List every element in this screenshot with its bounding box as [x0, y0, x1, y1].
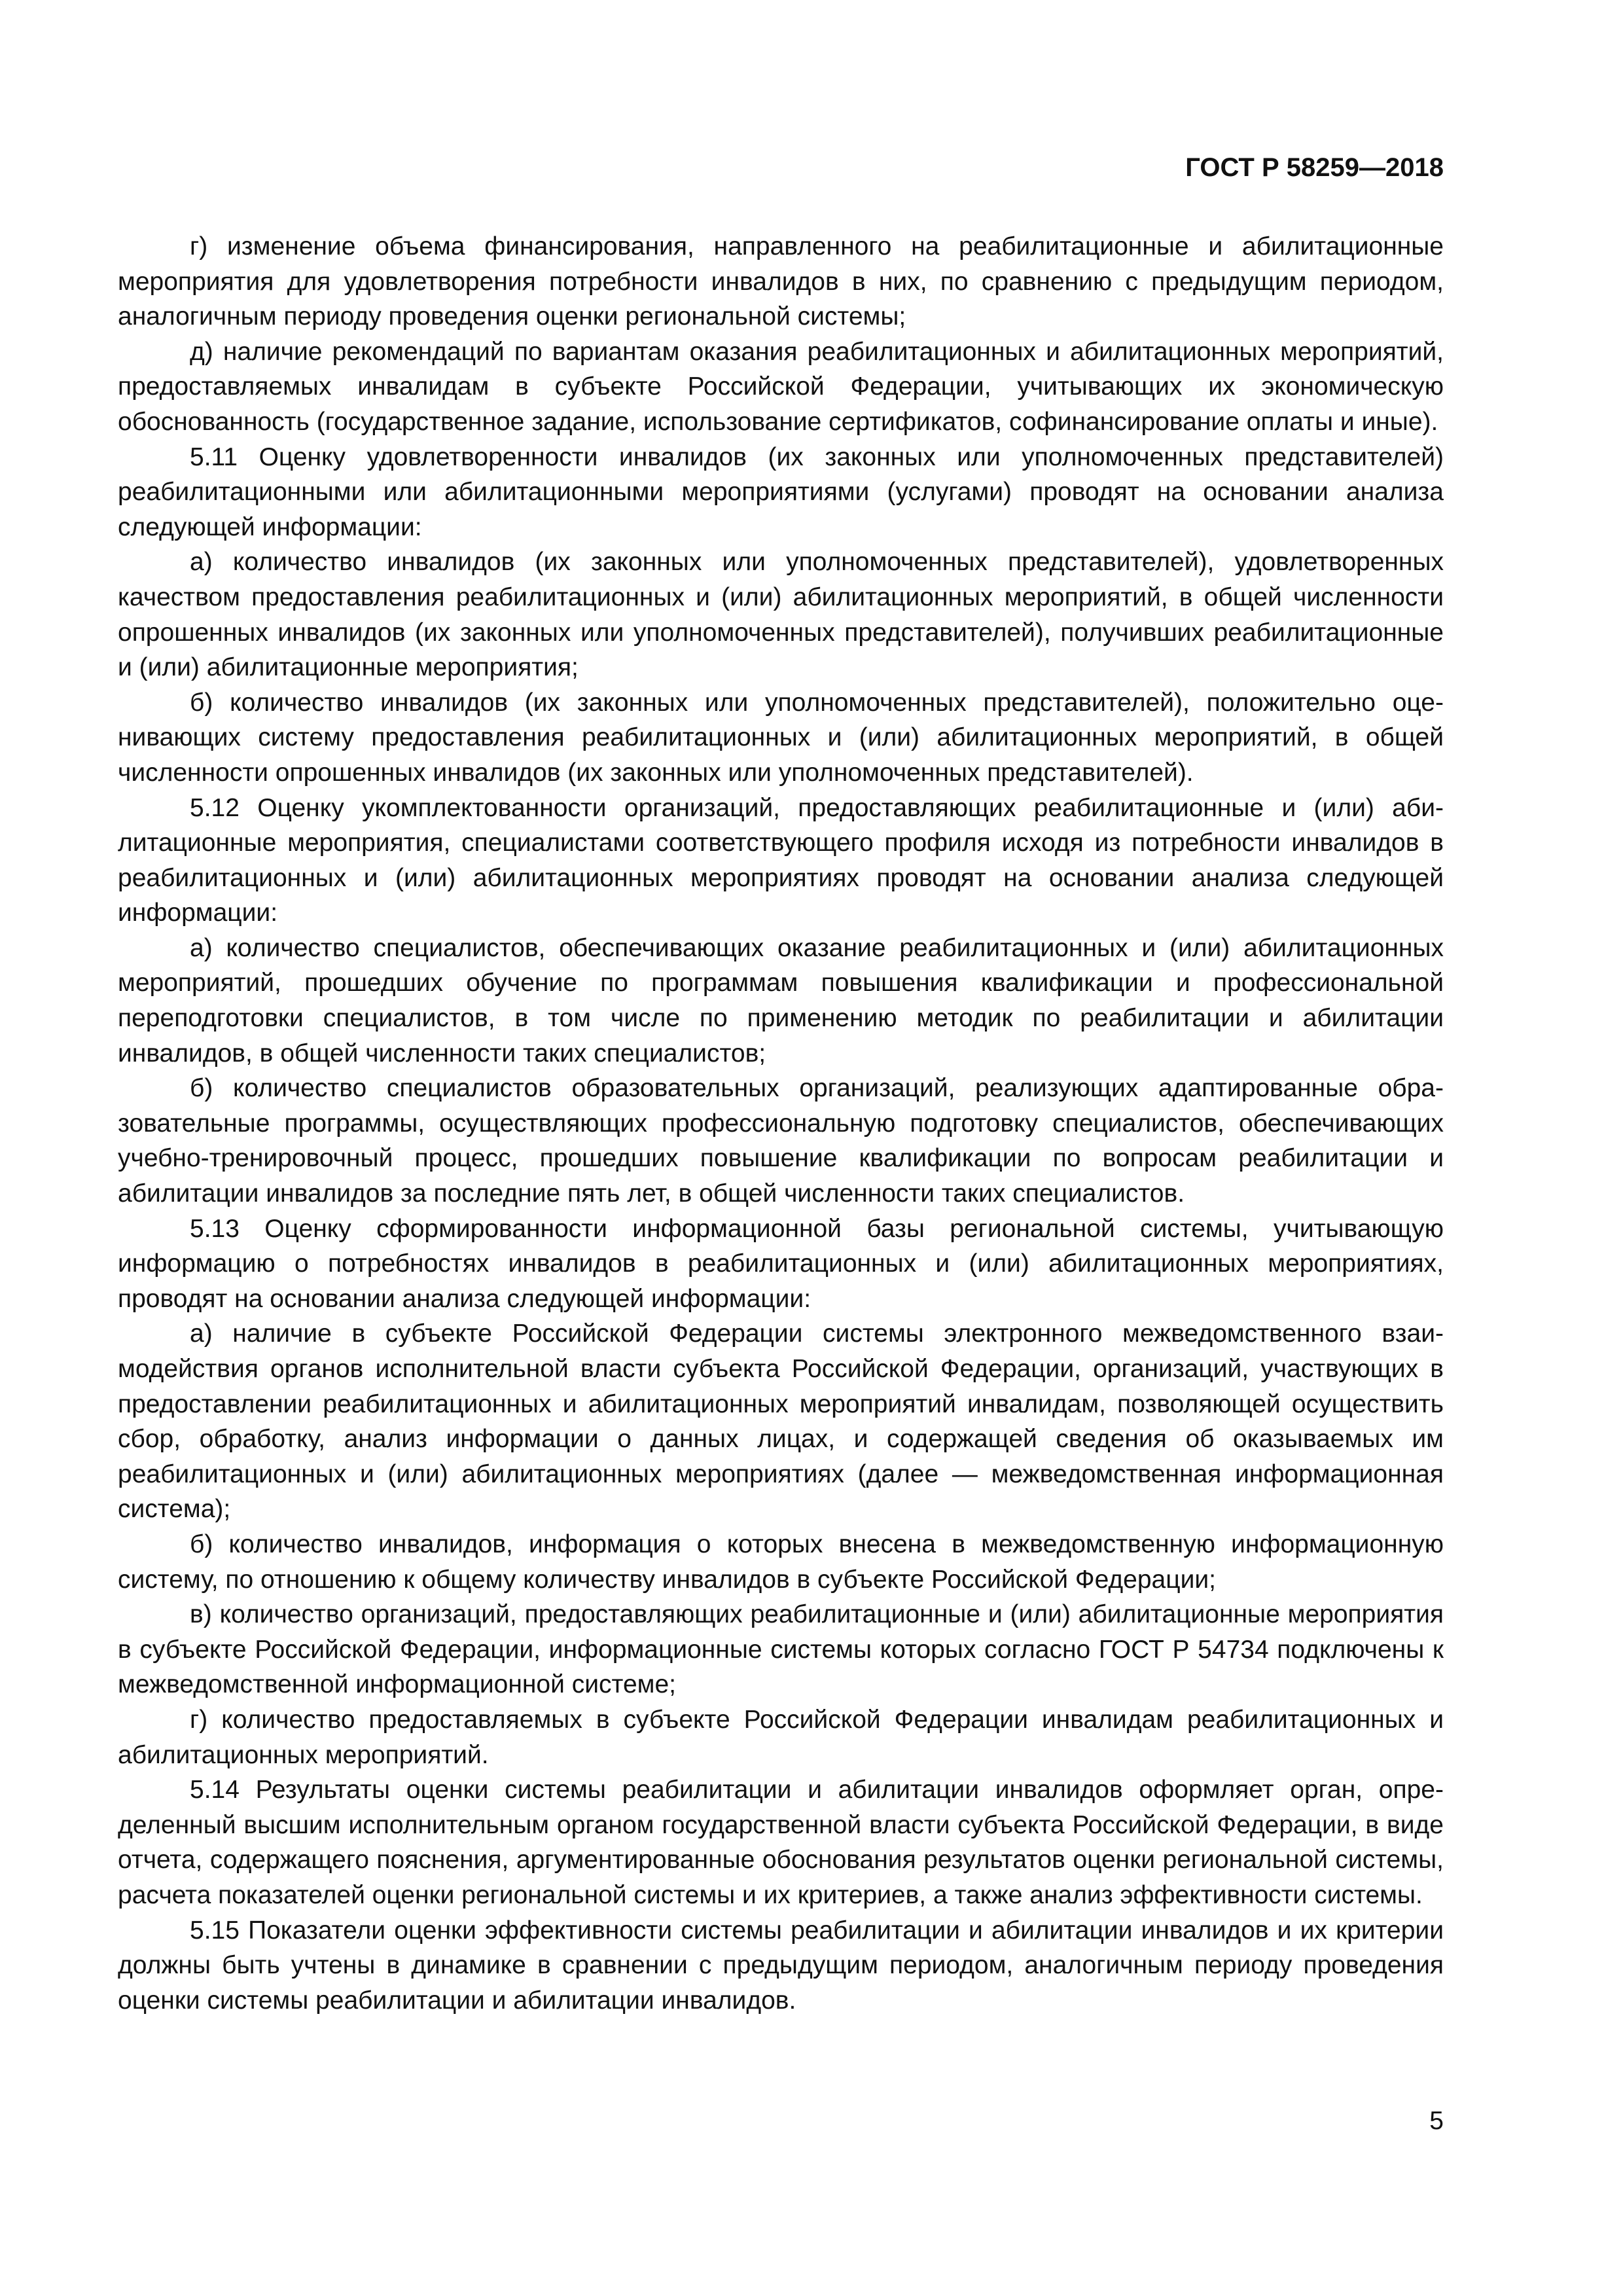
clause-5-12: 5.12 Оценку укомплектованности организаций, предоставляющих реабилитационные и (или) абилитационные мероприятия, специалистами соответствующего профиля исходя из потребности инвалидов в реабилитационных и (или) абилитационных мероприятиях проводят на основании анализа следующей информации:: [118, 793, 1444, 927]
page-number: 5: [1429, 2107, 1444, 2135]
document-designation: ГОСТ Р 58259—2018: [1185, 153, 1444, 182]
paragraph-5-13-g: г) количество предоставляемых в субъекте Российской Федерации инвалидам реабилитационных и абилитационных мероприятий.: [118, 1705, 1444, 1769]
paragraph-5-11-b: б) количество инвалидов (их законных или уполномоченных представителей), положительно оценивающих систему предоставления реабилитационных и (или) абилитационных мероприятий, в общей численности опрошенных инвалидов (их законных или уполномоченных представителей).: [118, 688, 1444, 787]
paragraph-5-12-a: а) количество специалистов, обеспечивающих оказание реабилитационных и (или) абилитационных мероприятий, прошедших обучение по программам повышения квалификации и профессиональной переподготовки специалистов, в том числе по применению методик по реабилитации и абилитации инвалидов, в общей численности таких специалистов;: [118, 933, 1444, 1067]
paragraph-g-financing: г) изменение объема финансирования, направленного на реабилитационные и абилитационные мероприятия для удовлетворения потребности инвалидов в них, по сравнению с предыдущим периодом, аналогичным периоду проведения оценки региональной системы;: [118, 232, 1444, 331]
paragraph-5-13-b: б) количество инвалидов, информация о которых внесена в межведомственную информационную систему, по отношению к общему количеству инвалидов в субъекте Российской Федерации;: [118, 1530, 1444, 1594]
paragraph-5-11-a: а) количество инвалидов (их законных или уполномоченных представителей), удовлетворенных качеством предоставления реабилитационных и (или) абилитационных мероприятий, в общей численности опрошенных инвалидов (их законных или уполномоченных представителей), получивших реабилитационные и (или) абилитационные мероприятия;: [118, 548, 1444, 682]
paragraph-5-13-v: в) количество организаций, предоставляющих реабилитационные и (или) абилитационные мероприятия в субъекте Российской Федерации, информационные системы которых согласно ГОСТ Р 54734 подключены к межведомственной информационной системе;: [118, 1600, 1444, 1699]
clause-5-14: 5.14 Результаты оценки системы реабилитации и абилитации инвалидов оформляет орган, определенный высшим исполнительным органом государственной власти субъекта Российской Федерации, в виде отчета, содержащего пояснения, аргументированные обоснования результатов оценки региональной системы, расчета показателей оценки региональной системы и их критериев, а также анализ эффективности системы.: [118, 1776, 1444, 1909]
document-body: [118, 229, 1444, 2018]
paragraph-d-recommendations: д) наличие рекомендаций по вариантам оказания реабилитационных и абилитационных мероприятий, предоставляемых инвалидам в субъекте Российской Федерации, учитывающих их экономическую обоснованность (государственное задание, использование сертификатов, софинансирование оплаты и иные).: [118, 337, 1444, 436]
clause-5-15: 5.15 Показатели оценки эффективности системы реабилитации и абилитации инвалидов и их критерии должны быть учтены в динамике в сравнении с предыдущим периодом, аналогичным периоду проведения оценки системы реабилитации и абилитации инвалидов.: [118, 1916, 1444, 2015]
clause-5-11: 5.11 Оценку удовлетворенности инвалидов (их законных или уполномоченных представителей) реабилитационными или абилитационными мероприятиями (услугами) проводят на основании анализа следующей информации:: [118, 442, 1444, 541]
paragraph-5-13-a: а) наличие в субъекте Российской Федерации системы электронного межведомственного взаимодействия органов исполнительной власти субъекта Российской Федерации, организаций, участвующих в предоставлении реабилитационных и абилитационных мероприятий инвалидам, позволяющей осуществить сбор, обработку, анализ информации о данных лицах, и содержащей сведения об оказываемых им реабилитационных и (или) абилитационных мероприятиях (далее — межведомственная информационная система);: [118, 1319, 1444, 1524]
clause-5-13: 5.13 Оценку сформированности информационной базы региональной системы, учитывающую информацию о потребностях инвалидов в реабилитационных и (или) абилитационных мероприятиях, проводят на основании анализа следующей информации:: [118, 1214, 1444, 1313]
paragraph-5-12-b: б) количество специалистов образовательных организаций, реализующих адаптированные образовательные программы, осуществляющих профессиональную подготовку специалистов, обеспечивающих учебно-тренировочный процесс, прошедших повышение квалификации по вопросам реабилитации и абилитации инвалидов за последние пять лет, в общей численности таких специалистов.: [118, 1074, 1444, 1208]
